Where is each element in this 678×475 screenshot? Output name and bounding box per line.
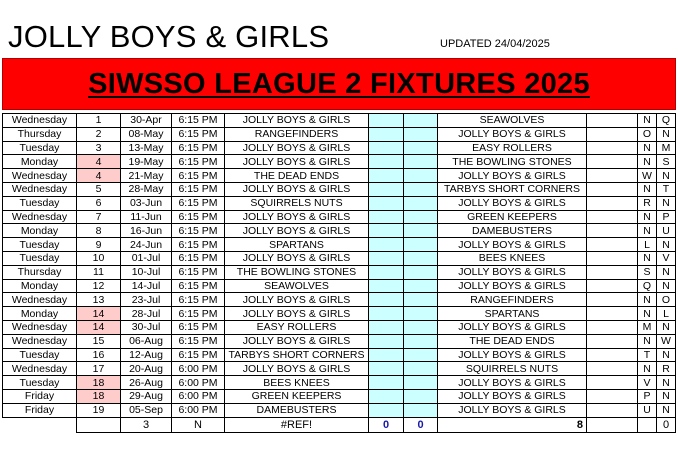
code-away-cell: P	[657, 210, 676, 224]
home-score-cell	[369, 376, 404, 390]
round-cell: 7	[77, 210, 121, 224]
home-team-cell: DAMEBUSTERS	[225, 403, 369, 417]
date-cell: 03-Jun	[121, 196, 172, 210]
fixture-row	[3, 114, 676, 128]
notes-cell	[587, 334, 638, 348]
home-team-cell: THE DEAD ENDS	[225, 169, 369, 183]
home-team-cell: JOLLY BOYS & GIRLS	[225, 293, 369, 307]
fixture-row	[3, 238, 676, 252]
notes-cell	[587, 320, 638, 334]
time-cell: 6:15 PM	[172, 196, 225, 210]
code-home-cell: N	[638, 293, 657, 307]
fixture-row	[3, 169, 676, 183]
time-cell: 6:15 PM	[172, 224, 225, 238]
total-home-score: 0	[369, 417, 404, 432]
away-team-cell: JOLLY BOYS & GIRLS	[438, 376, 587, 390]
code-away-cell: N	[657, 127, 676, 141]
away-score-cell	[404, 403, 438, 417]
day-cell: Tuesday	[3, 251, 77, 265]
fixture-row	[3, 279, 676, 293]
blank-cell	[638, 417, 657, 432]
away-score-cell	[404, 196, 438, 210]
round-cell: 5	[77, 182, 121, 196]
fixture-row	[3, 376, 676, 390]
code-home-cell: N	[638, 224, 657, 238]
away-team-cell: JOLLY BOYS & GIRLS	[438, 389, 587, 403]
home-team-cell: JOLLY BOYS & GIRLS	[225, 182, 369, 196]
code-home-cell: R	[638, 196, 657, 210]
away-team-cell: RANGEFINDERS	[438, 293, 587, 307]
away-team-cell: JOLLY BOYS & GIRLS	[438, 196, 587, 210]
round-cell: 3	[77, 141, 121, 155]
date-cell: 21-May	[121, 169, 172, 183]
home-score-cell	[369, 334, 404, 348]
day-cell: Wednesday	[3, 169, 77, 183]
home-team-cell: EASY ROLLERS	[225, 320, 369, 334]
away-score-cell	[404, 251, 438, 265]
code-away-cell: N	[657, 348, 676, 362]
totals-row	[3, 417, 676, 432]
away-team-cell: JOLLY BOYS & GIRLS	[438, 279, 587, 293]
notes-cell	[587, 224, 638, 238]
round-cell: 6	[77, 196, 121, 210]
time-cell: 6:15 PM	[172, 320, 225, 334]
banner-title: SIWSSO LEAGUE 2 FIXTURES 2025	[88, 67, 590, 100]
date-cell: 28-Jul	[121, 307, 172, 321]
code-home-cell: N	[638, 155, 657, 169]
code-away-cell: V	[657, 251, 676, 265]
date-cell: 24-Jun	[121, 238, 172, 252]
notes-cell	[587, 114, 638, 128]
code-away-cell: L	[657, 307, 676, 321]
notes-cell	[587, 362, 638, 376]
home-team-cell: JOLLY BOYS & GIRLS	[225, 334, 369, 348]
time-cell: 6:00 PM	[172, 376, 225, 390]
away-team-cell: TARBYS SHORT CORNERS	[438, 182, 587, 196]
time-cell: 6:15 PM	[172, 210, 225, 224]
round-cell: 11	[77, 265, 121, 279]
time-cell: 6:15 PM	[172, 155, 225, 169]
notes-cell	[587, 127, 638, 141]
home-score-cell	[369, 114, 404, 128]
code-away-cell: N	[657, 169, 676, 183]
code-away-cell: U	[657, 224, 676, 238]
away-score-cell	[404, 279, 438, 293]
date-cell: 08-May	[121, 127, 172, 141]
fixture-row	[3, 127, 676, 141]
team-title: JOLLY BOYS & GIRLS	[8, 19, 330, 54]
fixture-row	[3, 348, 676, 362]
time-cell: 6:15 PM	[172, 279, 225, 293]
home-team-cell: JOLLY BOYS & GIRLS	[225, 362, 369, 376]
code-home-cell: P	[638, 389, 657, 403]
home-score-cell	[369, 279, 404, 293]
day-cell: Tuesday	[3, 376, 77, 390]
fixture-row	[3, 320, 676, 334]
total-away-score: 0	[404, 417, 438, 432]
home-score-cell	[369, 307, 404, 321]
day-cell: Friday	[3, 403, 77, 417]
time-cell: 6:15 PM	[172, 251, 225, 265]
home-team-cell: JOLLY BOYS & GIRLS	[225, 210, 369, 224]
code-home-cell: N	[638, 251, 657, 265]
day-cell: Wednesday	[3, 293, 77, 307]
notes-cell	[587, 348, 638, 362]
blank-cell	[587, 417, 638, 432]
date-cell: 30-Apr	[121, 114, 172, 128]
home-score-cell	[369, 293, 404, 307]
away-team-cell: JOLLY BOYS & GIRLS	[438, 348, 587, 362]
code-home-cell: V	[638, 376, 657, 390]
round-cell: 15	[77, 334, 121, 348]
notes-cell	[587, 238, 638, 252]
code-away-cell: N	[657, 265, 676, 279]
date-cell: 26-Aug	[121, 376, 172, 390]
round-cell: 4	[77, 155, 121, 169]
time-cell: 6:15 PM	[172, 182, 225, 196]
away-score-cell	[404, 307, 438, 321]
total-away-cell: 8	[438, 417, 587, 432]
league-banner	[2, 58, 676, 110]
code-home-cell: U	[638, 403, 657, 417]
round-cell: 18	[77, 376, 121, 390]
away-score-cell	[404, 155, 438, 169]
day-cell: Tuesday	[3, 238, 77, 252]
blank-cell	[3, 417, 77, 432]
code-away-cell: S	[657, 155, 676, 169]
away-team-cell: JOLLY BOYS & GIRLS	[438, 265, 587, 279]
away-score-cell	[404, 182, 438, 196]
time-cell: 6:15 PM	[172, 141, 225, 155]
day-cell: Monday	[3, 307, 77, 321]
home-score-cell	[369, 141, 404, 155]
date-cell: 11-Jun	[121, 210, 172, 224]
round-cell: 19	[77, 403, 121, 417]
code-away-cell: R	[657, 362, 676, 376]
round-cell: 14	[77, 320, 121, 334]
away-team-cell: JOLLY BOYS & GIRLS	[438, 169, 587, 183]
time-cell: 6:15 PM	[172, 334, 225, 348]
away-score-cell	[404, 293, 438, 307]
round-cell: 17	[77, 362, 121, 376]
away-score-cell	[404, 334, 438, 348]
home-score-cell	[369, 238, 404, 252]
date-cell: 29-Aug	[121, 389, 172, 403]
day-cell: Monday	[3, 279, 77, 293]
total-date-cell: 3	[121, 417, 172, 432]
code-away-cell: N	[657, 196, 676, 210]
notes-cell	[587, 155, 638, 169]
day-cell: Wednesday	[3, 182, 77, 196]
away-score-cell	[404, 238, 438, 252]
fixture-row	[3, 362, 676, 376]
date-cell: 06-Aug	[121, 334, 172, 348]
fixture-row	[3, 210, 676, 224]
day-cell: Thursday	[3, 265, 77, 279]
date-cell: 13-May	[121, 141, 172, 155]
code-away-cell: M	[657, 141, 676, 155]
notes-cell	[587, 265, 638, 279]
round-cell: 16	[77, 348, 121, 362]
day-cell: Monday	[3, 155, 77, 169]
code-away-cell: W	[657, 334, 676, 348]
notes-cell	[587, 169, 638, 183]
away-team-cell: JOLLY BOYS & GIRLS	[438, 238, 587, 252]
home-score-cell	[369, 265, 404, 279]
round-cell: 8	[77, 224, 121, 238]
fixture-row	[3, 155, 676, 169]
date-cell: 28-May	[121, 182, 172, 196]
fixture-row	[3, 293, 676, 307]
away-team-cell: GREEN KEEPERS	[438, 210, 587, 224]
fixture-row	[3, 334, 676, 348]
date-cell: 14-Jul	[121, 279, 172, 293]
date-cell: 01-Jul	[121, 251, 172, 265]
date-cell: 05-Sep	[121, 403, 172, 417]
away-team-cell: SPARTANS	[438, 307, 587, 321]
time-cell: 6:15 PM	[172, 114, 225, 128]
code-away-cell: N	[657, 320, 676, 334]
fixture-row	[3, 251, 676, 265]
code-away-cell: N	[657, 389, 676, 403]
code-home-cell: L	[638, 238, 657, 252]
away-score-cell	[404, 376, 438, 390]
home-score-cell	[369, 196, 404, 210]
home-team-cell: GREEN KEEPERS	[225, 389, 369, 403]
away-team-cell: SEAWOLVES	[438, 114, 587, 128]
away-score-cell	[404, 169, 438, 183]
round-cell: 14	[77, 307, 121, 321]
code-home-cell: N	[638, 141, 657, 155]
fixture-row	[3, 389, 676, 403]
time-cell: 6:15 PM	[172, 238, 225, 252]
code-home-cell: W	[638, 169, 657, 183]
away-score-cell	[404, 320, 438, 334]
away-team-cell: BEES KNEES	[438, 251, 587, 265]
code-away-cell: Q	[657, 114, 676, 128]
notes-cell	[587, 251, 638, 265]
home-score-cell	[369, 169, 404, 183]
away-score-cell	[404, 141, 438, 155]
fixture-row	[3, 196, 676, 210]
fixture-row	[3, 265, 676, 279]
away-team-cell: JOLLY BOYS & GIRLS	[438, 320, 587, 334]
notes-cell	[587, 182, 638, 196]
home-score-cell	[369, 182, 404, 196]
day-cell: Friday	[3, 389, 77, 403]
date-cell: 19-May	[121, 155, 172, 169]
time-cell: 6:15 PM	[172, 348, 225, 362]
home-team-cell: TARBYS SHORT CORNERS	[225, 348, 369, 362]
date-cell: 16-Jun	[121, 224, 172, 238]
code-home-cell: N	[638, 334, 657, 348]
day-cell: Monday	[3, 224, 77, 238]
code-home-cell: T	[638, 348, 657, 362]
home-team-cell: RANGEFINDERS	[225, 127, 369, 141]
code-away-cell: N	[657, 238, 676, 252]
away-score-cell	[404, 265, 438, 279]
home-score-cell	[369, 210, 404, 224]
total-home-cell: #REF!	[225, 417, 369, 432]
time-cell: 6:15 PM	[172, 169, 225, 183]
round-cell: 1	[77, 114, 121, 128]
code-home-cell: S	[638, 265, 657, 279]
code-home-cell: N	[638, 362, 657, 376]
date-cell: 12-Aug	[121, 348, 172, 362]
date-cell: 30-Jul	[121, 320, 172, 334]
away-team-cell: EASY ROLLERS	[438, 141, 587, 155]
home-team-cell: JOLLY BOYS & GIRLS	[225, 307, 369, 321]
round-cell: 10	[77, 251, 121, 265]
away-score-cell	[404, 114, 438, 128]
total-time-cell: N	[172, 417, 225, 432]
home-team-cell: SEAWOLVES	[225, 279, 369, 293]
home-team-cell: JOLLY BOYS & GIRLS	[225, 141, 369, 155]
code-away-cell: T	[657, 182, 676, 196]
day-cell: Wednesday	[3, 320, 77, 334]
away-team-cell: JOLLY BOYS & GIRLS	[438, 403, 587, 417]
away-team-cell: DAMEBUSTERS	[438, 224, 587, 238]
updated-date: UPDATED 24/04/2025	[440, 38, 550, 50]
away-team-cell: THE DEAD ENDS	[438, 334, 587, 348]
code-away-cell: N	[657, 403, 676, 417]
day-cell: Tuesday	[3, 141, 77, 155]
code-home-cell: Q	[638, 279, 657, 293]
away-score-cell	[404, 389, 438, 403]
time-cell: 6:15 PM	[172, 293, 225, 307]
fixture-row	[3, 141, 676, 155]
home-team-cell: JOLLY BOYS & GIRLS	[225, 114, 369, 128]
away-team-cell: JOLLY BOYS & GIRLS	[438, 127, 587, 141]
home-score-cell	[369, 362, 404, 376]
date-cell: 10-Jul	[121, 265, 172, 279]
code-away-cell: N	[657, 376, 676, 390]
round-cell: 13	[77, 293, 121, 307]
home-score-cell	[369, 389, 404, 403]
home-team-cell: JOLLY BOYS & GIRLS	[225, 155, 369, 169]
code-home-cell: N	[638, 307, 657, 321]
home-score-cell	[369, 155, 404, 169]
away-score-cell	[404, 348, 438, 362]
home-team-cell: JOLLY BOYS & GIRLS	[225, 224, 369, 238]
code-home-cell: N	[638, 210, 657, 224]
code-away-cell: N	[657, 279, 676, 293]
away-team-cell: THE BOWLING STONES	[438, 155, 587, 169]
round-cell: 18	[77, 389, 121, 403]
total-code-cell: 0	[657, 417, 676, 432]
away-team-cell: SQUIRRELS NUTS	[438, 362, 587, 376]
notes-cell	[587, 389, 638, 403]
time-cell: 6:15 PM	[172, 127, 225, 141]
notes-cell	[587, 403, 638, 417]
round-cell: 4	[77, 169, 121, 183]
home-team-cell: BEES KNEES	[225, 376, 369, 390]
time-cell: 6:15 PM	[172, 307, 225, 321]
away-score-cell	[404, 224, 438, 238]
away-score-cell	[404, 210, 438, 224]
away-score-cell	[404, 127, 438, 141]
fixture-row	[3, 307, 676, 321]
fixtures-table	[2, 113, 676, 433]
notes-cell	[587, 141, 638, 155]
code-home-cell: N	[638, 182, 657, 196]
fixture-row	[3, 224, 676, 238]
notes-cell	[587, 279, 638, 293]
time-cell: 6:00 PM	[172, 403, 225, 417]
day-cell: Tuesday	[3, 196, 77, 210]
time-cell: 6:15 PM	[172, 265, 225, 279]
away-score-cell	[404, 362, 438, 376]
home-score-cell	[369, 348, 404, 362]
fixture-row	[3, 403, 676, 417]
round-cell: 2	[77, 127, 121, 141]
day-cell: Wednesday	[3, 210, 77, 224]
day-cell: Thursday	[3, 127, 77, 141]
time-cell: 6:00 PM	[172, 389, 225, 403]
round-cell: 9	[77, 238, 121, 252]
code-home-cell: O	[638, 127, 657, 141]
day-cell: Tuesday	[3, 348, 77, 362]
blank-cell	[77, 417, 121, 432]
home-score-cell	[369, 224, 404, 238]
code-away-cell: O	[657, 293, 676, 307]
round-cell: 12	[77, 279, 121, 293]
day-cell: Wednesday	[3, 362, 77, 376]
code-home-cell: M	[638, 320, 657, 334]
home-team-cell: THE BOWLING STONES	[225, 265, 369, 279]
home-score-cell	[369, 403, 404, 417]
date-cell: 23-Jul	[121, 293, 172, 307]
date-cell: 20-Aug	[121, 362, 172, 376]
fixture-row	[3, 182, 676, 196]
home-score-cell	[369, 320, 404, 334]
home-team-cell: SQUIRRELS NUTS	[225, 196, 369, 210]
day-cell: Wednesday	[3, 334, 77, 348]
home-score-cell	[369, 127, 404, 141]
notes-cell	[587, 210, 638, 224]
time-cell: 6:00 PM	[172, 362, 225, 376]
notes-cell	[587, 293, 638, 307]
code-home-cell: N	[638, 114, 657, 128]
notes-cell	[587, 307, 638, 321]
home-score-cell	[369, 251, 404, 265]
notes-cell	[587, 196, 638, 210]
day-cell: Wednesday	[3, 114, 77, 128]
home-team-cell: JOLLY BOYS & GIRLS	[225, 251, 369, 265]
notes-cell	[587, 376, 638, 390]
home-team-cell: SPARTANS	[225, 238, 369, 252]
